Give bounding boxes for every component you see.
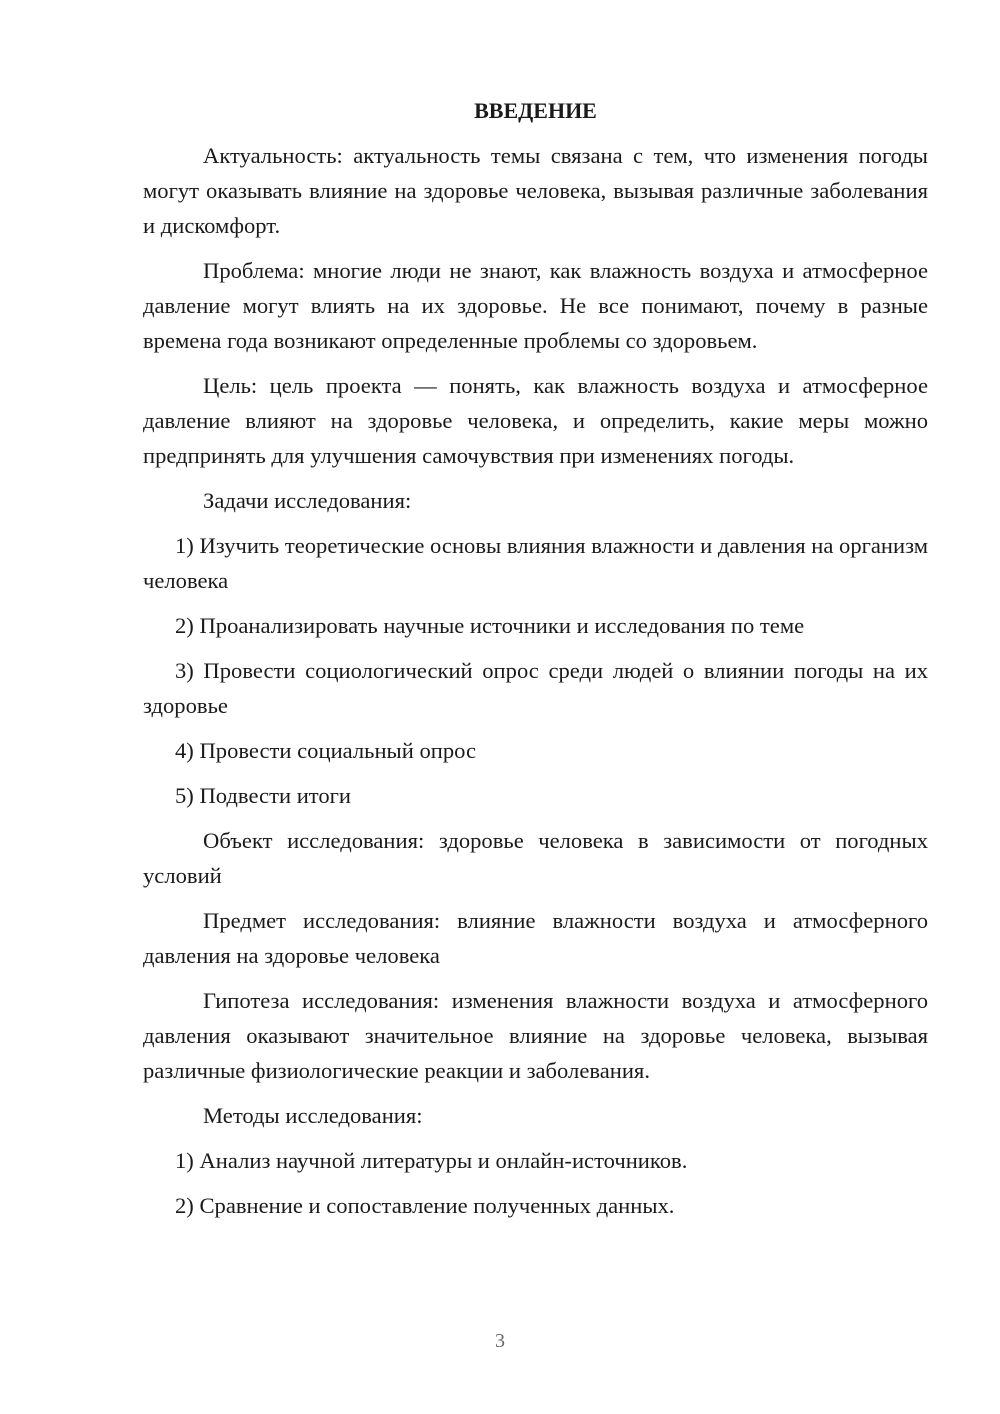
method-item: 2) Сравнение и сопоставление полученных данных. (175, 1193, 675, 1218)
methods-heading: Методы исследования: (203, 1103, 423, 1128)
goal-paragraph: Цель: цель проекта — понять, как влажность воздуха и атмосферное давление влияют на здоровье человека, и определить, какие меры можно предпринять для улучшения самочувствия при изменениях погоды. (143, 373, 928, 468)
tasks-heading: Задачи исследования: (203, 488, 412, 513)
task-item: 5) Подвести итоги (175, 783, 352, 808)
task-item: 4) Провести социальный опрос (175, 738, 477, 763)
hypothesis-paragraph: Гипотеза исследования: изменения влажности воздуха и атмосферного давления оказывают значительное влияние на здоровье человека, вызывая различные физиологические реакции и заболевания. (143, 988, 928, 1083)
task-item: 2) Проанализировать научные источники и исследования по теме (175, 613, 805, 638)
subject-paragraph: Предмет исследования: влияние влажности воздуха и атмосферного давления на здоровье человека (143, 908, 928, 968)
section-title: ВВЕДЕНИЕ (474, 98, 597, 123)
problem-paragraph: Проблема: многие люди не знают, как влажность воздуха и атмосферное давление могут влиять на их здоровье. Не все понимают, почему в разные времена года возникают определенные проблемы со здоровьем. (143, 258, 928, 353)
task-item: 3) Провести социологический опрос среди людей о влиянии погоды на их здоровье (143, 658, 928, 718)
object-paragraph: Объект исследования: здоровье человека в зависимости от погодных условий (143, 828, 928, 888)
method-item: 1) Анализ научной литературы и онлайн-источников. (175, 1148, 688, 1173)
page-number: 3 (495, 1330, 505, 1352)
page-content (143, 96, 928, 1233)
task-item: 1) Изучить теоретические основы влияния влажности и давления на организм человека (143, 533, 928, 593)
relevance-paragraph: Актуальность: актуальность темы связана с тем, что изменения погоды могут оказывать влияние на здоровье человека, вызывая различные заболевания и дискомфорт. (143, 143, 928, 238)
